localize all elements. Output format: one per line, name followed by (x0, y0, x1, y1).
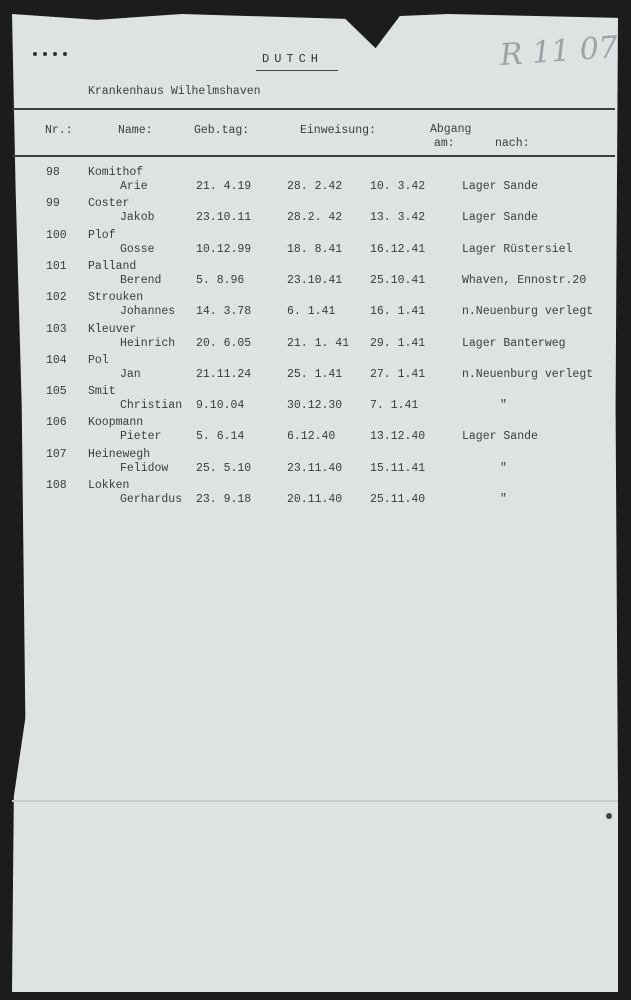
header-discharge-date: am: (434, 137, 455, 150)
archive-stamp: R 11 07 (498, 29, 620, 74)
patient-given-name: Gerhardus (120, 493, 183, 506)
patient-surname: Palland (88, 260, 137, 273)
destination: " (500, 399, 507, 412)
header-destination: nach: (495, 137, 530, 150)
birth-date: 25. 5.10 (196, 462, 252, 475)
patient-given-name: Felidow (120, 462, 169, 475)
header-birthdate: Geb.tag: (194, 124, 250, 137)
birth-date: 9.10.04 (196, 399, 245, 412)
header-bottom-rule (12, 155, 615, 157)
birth-date: 14. 3.78 (196, 305, 252, 318)
discharge-date: 27. 1.41 (370, 368, 426, 381)
birth-date: 5. 8.96 (196, 274, 245, 287)
row-number: 107 (46, 448, 67, 461)
patient-surname: Smit (88, 385, 116, 398)
birth-date: 20. 6.05 (196, 337, 252, 350)
destination: Lager Sande (462, 180, 538, 193)
row-number: 106 (46, 416, 67, 429)
destination: Lager Rüstersiel (462, 243, 573, 256)
discharge-date: 16.12.41 (370, 243, 426, 256)
birth-date: 5. 6.14 (196, 430, 245, 443)
discharge-date: 10. 3.42 (370, 180, 426, 193)
patient-given-name: Arie (120, 180, 148, 193)
patient-given-name: Gosse (120, 243, 155, 256)
patient-surname: Komithof (88, 166, 144, 179)
patient-surname: Plof (88, 229, 116, 242)
discharge-date: 29. 1.41 (370, 337, 426, 350)
patient-surname: Pol (88, 354, 109, 367)
admission-date: 25. 1.41 (287, 368, 343, 381)
patient-given-name: Christian (120, 399, 183, 412)
patient-given-name: Berend (120, 274, 162, 287)
birth-date: 21.11.24 (196, 368, 252, 381)
patient-surname: Kleuver (88, 323, 137, 336)
discharge-date: 13.12.40 (370, 430, 426, 443)
row-number: 104 (46, 354, 67, 367)
destination: " (500, 462, 507, 475)
row-number: 103 (46, 323, 67, 336)
patient-given-name: Jan (120, 368, 141, 381)
birth-date: 21. 4.19 (196, 180, 252, 193)
patient-surname: Strouken (88, 291, 144, 304)
row-number: 99 (46, 197, 60, 210)
admission-date: 21. 1. 41 (287, 337, 350, 350)
hospital-name: Krankenhaus Wilhelmshaven (88, 85, 261, 98)
admission-date: 23.11.40 (287, 462, 343, 475)
patient-given-name: Pieter (120, 430, 162, 443)
discharge-date: 13. 3.42 (370, 211, 426, 224)
discharge-date: 25.11.40 (370, 493, 426, 506)
patient-given-name: Johannes (120, 305, 176, 318)
admission-date: 28. 2.42 (287, 180, 343, 193)
admission-date: 6.12.40 (287, 430, 336, 443)
birth-date: 10.12.99 (196, 243, 252, 256)
discharge-date: 7. 1.41 (370, 399, 419, 412)
header-discharge: Abgang (430, 123, 472, 136)
document-title: DUTCH (262, 52, 324, 66)
hole-mark (606, 813, 612, 819)
header-admission: Einweisung: (300, 124, 376, 137)
destination: n.Neuenburg verlegt (462, 368, 594, 381)
patient-surname: Heinewegh (88, 448, 151, 461)
admission-date: 20.11.40 (287, 493, 343, 506)
row-number: 98 (46, 166, 60, 179)
row-number: 108 (46, 479, 67, 492)
punch-marks (33, 43, 81, 49)
patient-surname: Koopmann (88, 416, 144, 429)
row-number: 105 (46, 385, 67, 398)
discharge-date: 25.10.41 (370, 274, 426, 287)
birth-date: 23.10.11 (196, 211, 252, 224)
destination: Lager Sande (462, 430, 538, 443)
birth-date: 23. 9.18 (196, 493, 252, 506)
admission-date: 23.10.41 (287, 274, 343, 287)
title-underline (256, 70, 338, 71)
header-nr: Nr.: (45, 124, 73, 137)
destination: Whaven, Ennostr.20 (462, 274, 587, 287)
header-name: Name: (118, 124, 153, 137)
admission-date: 18. 8.41 (287, 243, 343, 256)
header-top-rule (12, 108, 615, 110)
destination: n.Neuenburg verlegt (462, 305, 594, 318)
patient-surname: Coster (88, 197, 130, 210)
paper-fold (12, 800, 618, 802)
destination: Lager Banterweg (462, 337, 566, 350)
destination: Lager Sande (462, 211, 538, 224)
patient-surname: Lokken (88, 479, 130, 492)
patient-given-name: Jakob (120, 211, 155, 224)
row-number: 100 (46, 229, 67, 242)
admission-date: 6. 1.41 (287, 305, 336, 318)
row-number: 102 (46, 291, 67, 304)
discharge-date: 15.11.41 (370, 462, 426, 475)
row-number: 101 (46, 260, 67, 273)
destination: " (500, 493, 507, 506)
admission-date: 28.2. 42 (287, 211, 343, 224)
patient-given-name: Heinrich (120, 337, 176, 350)
discharge-date: 16. 1.41 (370, 305, 426, 318)
admission-date: 30.12.30 (287, 399, 343, 412)
